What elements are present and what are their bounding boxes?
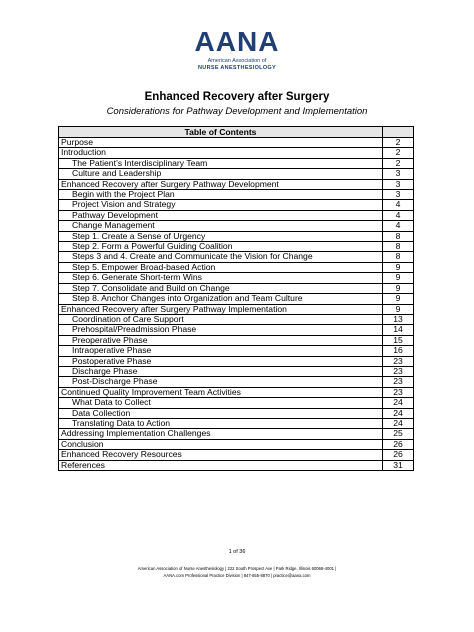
toc-row[interactable] [59,304,414,314]
toc-entry-page: 26 [383,439,414,449]
toc-entry-page: 4 [383,221,414,231]
footer-contact: AANA.com Professional Practice Division | 847-655-8870 | practice@aana.com [163,573,311,578]
toc-page-header [383,127,414,138]
toc-entry-label[interactable]: The Patient’s Interdisciplinary Team [59,158,383,168]
toc-row[interactable] [59,262,414,272]
toc-entry-label[interactable]: Enhanced Recovery Resources [59,450,383,460]
toc-entry-page: 24 [383,418,414,428]
toc-row[interactable] [59,200,414,210]
toc-row[interactable] [59,242,414,252]
toc-row[interactable] [59,314,414,324]
logo-wordmark: AANA [194,26,280,57]
toc-entry-page: 2 [383,138,414,148]
toc-entry-page: 3 [383,169,414,179]
toc-entry-page: 2 [383,158,414,168]
toc-entry-page: 31 [383,460,414,470]
toc-entry-label[interactable]: Translating Data to Action [59,418,383,428]
toc-entry-label[interactable]: Introduction [59,148,383,158]
toc-row[interactable] [59,179,414,189]
table-of-contents [58,126,414,471]
footer-address: American Association of Nurse Anesthesiology | 222 South Prospect Ave | Park Ridge, Illinois 60068-4001 | [137,566,337,571]
toc-entry-page: 3 [383,190,414,200]
toc-row[interactable] [59,283,414,293]
toc-entry-label[interactable]: Begin with the Project Plan [59,190,383,200]
toc-row[interactable] [59,460,414,470]
toc-row[interactable] [59,356,414,366]
toc-row[interactable] [59,398,414,408]
toc-entry-page: 4 [383,200,414,210]
toc-row[interactable] [59,325,414,335]
toc-entry-label[interactable]: Step 1. Create a Sense of Urgency [59,231,383,241]
toc-entry-label[interactable]: Step 7. Consolidate and Build on Change [59,283,383,293]
toc-entry-page: 8 [383,242,414,252]
toc-entry-page: 9 [383,304,414,314]
toc-row[interactable] [59,294,414,304]
toc-row[interactable] [59,138,414,148]
page-number: 1 of 36 [228,549,246,555]
toc-entry-page: 23 [383,387,414,397]
toc-row[interactable] [59,169,414,179]
toc-entry-label[interactable]: Conclusion [59,439,383,449]
toc-entry-label[interactable]: Step 5. Empower Broad-based Action [59,262,383,272]
toc-row[interactable] [59,335,414,345]
toc-entry-page: 9 [383,294,414,304]
toc-entry-label[interactable]: Discharge Phase [59,366,383,376]
toc-entry-page: 26 [383,450,414,460]
toc-entry-page: 24 [383,398,414,408]
toc-entry-label[interactable]: Step 8. Anchor Changes into Organization and Team Culture [59,294,383,304]
toc-row[interactable] [59,252,414,262]
toc-row[interactable] [59,439,414,449]
toc-entry-page: 13 [383,314,414,324]
toc-entry-label[interactable]: Preoperative Phase [59,335,383,345]
toc-entry-page: 9 [383,283,414,293]
toc-row[interactable] [59,148,414,158]
aana-logo [0,28,474,72]
toc-row[interactable] [59,210,414,220]
toc-entry-page: 3 [383,179,414,189]
document-subtitle: Considerations for Pathway Development and Implementation [106,106,368,117]
toc-entry-page: 4 [383,210,414,220]
toc-entry-label[interactable]: Prehospital/Preadmission Phase [59,325,383,335]
toc-entry-label[interactable]: Step 6. Generate Short-term Wins [59,273,383,283]
toc-entry-page: 9 [383,262,414,272]
toc-row[interactable] [59,158,414,168]
toc-row[interactable] [59,366,414,376]
toc-entry-label[interactable]: Change Management [59,221,383,231]
toc-entry-label[interactable]: Coordination of Care Support [59,314,383,324]
document-title: Enhanced Recovery after Surgery [144,91,330,103]
toc-entry-page: 23 [383,377,414,387]
toc-entry-page: 24 [383,408,414,418]
toc-entry-page: 15 [383,335,414,345]
toc-entry-label[interactable]: Data Collection [59,408,383,418]
toc-entry-page: 8 [383,252,414,262]
toc-entry-page: 9 [383,273,414,283]
toc-entry-label[interactable]: Continued Quality Improvement Team Activities [59,387,383,397]
toc-row[interactable] [59,377,414,387]
toc-entry-page: 2 [383,148,414,158]
toc-row[interactable] [59,273,414,283]
toc-entry-label[interactable]: Enhanced Recovery after Surgery Pathway Implementation [59,304,383,314]
toc-row[interactable] [59,231,414,241]
toc-entry-label[interactable]: References [59,460,383,470]
toc-entry-label[interactable]: Pathway Development [59,210,383,220]
toc-row[interactable] [59,221,414,231]
toc-row[interactable] [59,408,414,418]
toc-row[interactable] [59,450,414,460]
toc-entry-label[interactable]: Culture and Leadership [59,169,383,179]
toc-entry-label[interactable]: Steps 3 and 4. Create and Communicate the Vision for Change [59,252,383,262]
toc-entry-page: 23 [383,356,414,366]
toc-entry-label[interactable]: Addressing Implementation Challenges [59,429,383,439]
toc-heading: Table of Contents [59,127,383,138]
toc-entry-label[interactable]: Enhanced Recovery after Surgery Pathway Development [59,179,383,189]
toc-entry-label[interactable]: Step 2. Form a Powerful Guiding Coalition [59,242,383,252]
toc-entry-label[interactable]: Post-Discharge Phase [59,377,383,387]
toc-row[interactable] [59,387,414,397]
toc-entry-page: 16 [383,346,414,356]
toc-entry-label[interactable]: Postoperative Phase [59,356,383,366]
toc-entry-page: 14 [383,325,414,335]
toc-entry-page: 23 [383,366,414,376]
toc-row[interactable] [59,429,414,439]
toc-row[interactable] [59,190,414,200]
toc-entry-page: 25 [383,429,414,439]
toc-entry-label[interactable]: Intraoperative Phase [59,346,383,356]
logo-subtitle-line2: NURSE ANESTHESIOLOGY [198,65,276,71]
logo-subtitle-line1: American Association of [207,58,267,64]
toc-entry-label[interactable]: Purpose [59,138,383,148]
toc-row[interactable] [59,346,414,356]
toc-entry-page: 8 [383,231,414,241]
toc-row[interactable] [59,418,414,428]
toc-entry-label[interactable]: Project Vision and Strategy [59,200,383,210]
toc-entry-label[interactable]: What Data to Collect [59,398,383,408]
